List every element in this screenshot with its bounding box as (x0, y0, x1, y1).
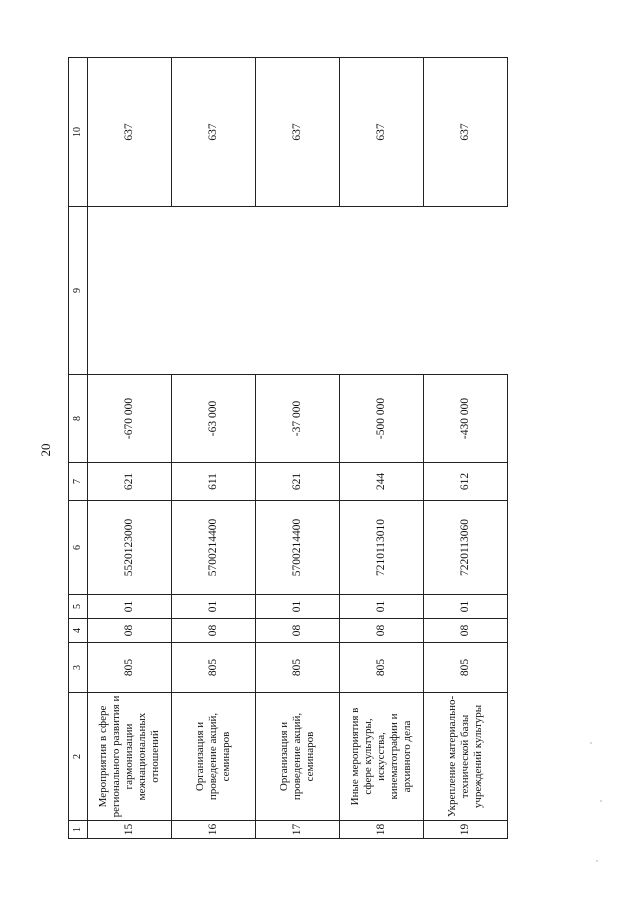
column-header: 9 (69, 207, 88, 375)
col-5-value: 01 (88, 595, 172, 619)
col-7-code: 611 (172, 463, 256, 501)
budget-table (68, 57, 508, 839)
scan-speck (590, 742, 592, 744)
column-header: 6 (69, 501, 88, 595)
row-number: 17 (256, 821, 340, 839)
col-4-value: 08 (88, 619, 172, 643)
scan-speck (596, 860, 598, 862)
col-3-value: 805 (340, 643, 424, 693)
col-9-value (88, 207, 172, 375)
table-row (172, 58, 256, 839)
column-header: 1 (69, 821, 88, 839)
col-6-code: 7210113010 (340, 501, 424, 595)
col-5-value: 01 (256, 595, 340, 619)
amount-value: -500 000 (340, 375, 424, 463)
row-name: Организация и проведение акций, семинаров (256, 693, 340, 821)
amount-value: -670 000 (88, 375, 172, 463)
row-number: 16 (172, 821, 256, 839)
page-number: 20 (38, 443, 53, 457)
amount-value: -430 000 (424, 375, 508, 463)
row-name: Укрепление материально-технической базы учреждений культуры (424, 693, 508, 821)
table-row (424, 58, 508, 839)
col-4-value: 08 (172, 619, 256, 643)
rotated-table-container (68, 123, 640, 839)
col-3-value: 805 (88, 643, 172, 693)
col-10-value: 637 (88, 58, 172, 207)
col-5-value: 01 (340, 595, 424, 619)
col-3-value: 805 (172, 643, 256, 693)
col-5-value: 01 (172, 595, 256, 619)
col-10-value: 637 (256, 58, 340, 207)
col-7-code: 612 (424, 463, 508, 501)
column-header: 2 (69, 693, 88, 821)
col-10-value: 637 (424, 58, 508, 207)
col-10-value: 637 (340, 58, 424, 207)
column-header: 5 (69, 595, 88, 619)
col-10-value: 637 (172, 58, 256, 207)
row-name: Иные мероприятия в сфере культуры, искусства, кинематографии и архивного дела (340, 693, 424, 821)
amount-value: -63 000 (172, 375, 256, 463)
column-header: 3 (69, 643, 88, 693)
row-name: Мероприятия в сфере регионального развития и гармонизации межнациональных отношений (88, 693, 172, 821)
col-6-code: 5700214400 (256, 501, 340, 595)
col-6-code: 7220113060 (424, 501, 508, 595)
col-4-value: 08 (256, 619, 340, 643)
column-header: 10 (69, 58, 88, 207)
col-6-code: 5520123000 (88, 501, 172, 595)
col-3-value: 805 (256, 643, 340, 693)
row-number: 19 (424, 821, 508, 839)
column-header: 8 (69, 375, 88, 463)
table-row (88, 58, 172, 839)
col-5-value: 01 (424, 595, 508, 619)
row-number: 15 (88, 821, 172, 839)
scan-speck (600, 800, 602, 802)
row-name: Организация и проведение акций, семинаров (172, 693, 256, 821)
row-number: 18 (340, 821, 424, 839)
col-9-value (424, 207, 508, 375)
amount-value: -37 000 (256, 375, 340, 463)
col-9-value (340, 207, 424, 375)
header-row (69, 58, 88, 839)
col-9-value (172, 207, 256, 375)
col-7-code: 621 (88, 463, 172, 501)
column-header: 7 (69, 463, 88, 501)
col-9-value (256, 207, 340, 375)
table-row (256, 58, 340, 839)
col-3-value: 805 (424, 643, 508, 693)
table-row (340, 58, 424, 839)
column-header: 4 (69, 619, 88, 643)
col-4-value: 08 (424, 619, 508, 643)
col-7-code: 244 (340, 463, 424, 501)
col-6-code: 5700214400 (172, 501, 256, 595)
col-4-value: 08 (340, 619, 424, 643)
col-7-code: 621 (256, 463, 340, 501)
